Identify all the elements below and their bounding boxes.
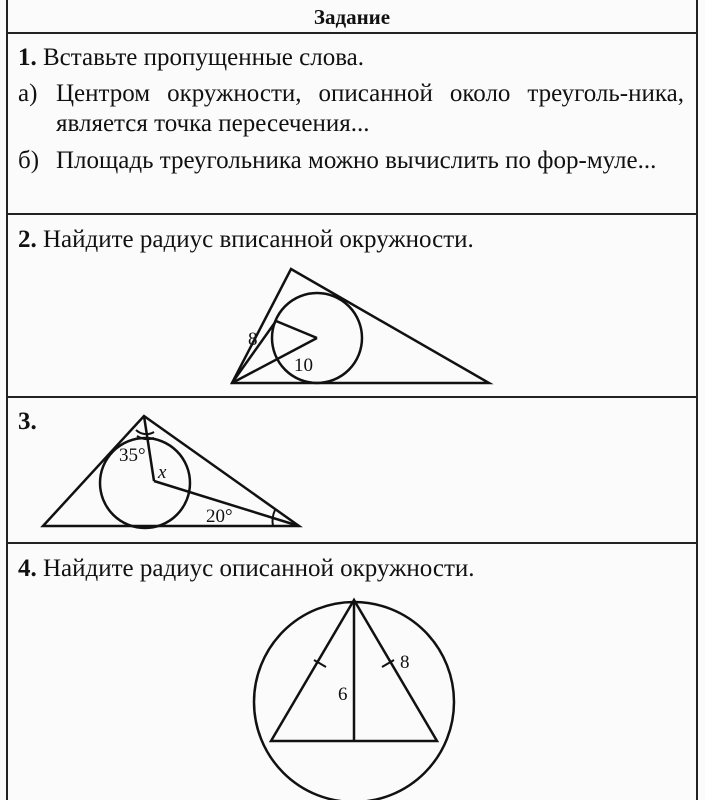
incircle-triangle-diagram xyxy=(218,263,498,388)
item-b-text: Площадь треугольника можно вычислить по фор-муле... xyxy=(56,147,657,174)
task-4 xyxy=(8,544,696,800)
task-1-text: Вставьте пропущенные слова. xyxy=(43,44,365,71)
radius-segment xyxy=(276,321,317,338)
task-4-text: Найдите радиус описанной окружности. xyxy=(43,555,475,582)
header-title: Задание xyxy=(313,5,391,29)
label-8: 8 xyxy=(248,329,258,350)
task-2-number: 2. xyxy=(18,226,37,253)
task-1-question xyxy=(18,43,364,73)
task-3 xyxy=(8,398,696,544)
task-3-question xyxy=(18,407,37,437)
label-10: 10 xyxy=(294,355,313,376)
label-20-degrees: 20° xyxy=(206,506,233,527)
task-2-text: Найдите радиус вписанной окружности. xyxy=(43,226,474,253)
table-header xyxy=(8,0,696,34)
task-4-number: 4. xyxy=(18,555,37,582)
task-3-number: 3. xyxy=(18,408,37,435)
angle-triangle-diagram xyxy=(38,408,318,533)
item-b-mark: б) xyxy=(18,147,40,174)
task-1 xyxy=(8,34,696,215)
label-6: 6 xyxy=(338,684,348,705)
label-8: 8 xyxy=(400,652,410,673)
item-a-mark: а) xyxy=(18,80,38,107)
triangle xyxy=(43,416,299,526)
task-4-figure xyxy=(250,596,460,800)
task-4-question xyxy=(18,554,475,584)
circumcircle-triangle-diagram xyxy=(250,596,460,800)
label-35-degrees: 35° xyxy=(119,445,146,466)
task-1-item-b xyxy=(18,146,684,176)
label-x: x xyxy=(158,462,167,483)
task-1-number: 1. xyxy=(18,44,37,71)
task-2-question xyxy=(18,225,474,255)
task-3-figure xyxy=(38,408,318,533)
item-a-text: Центром окружности, описанной около треуголь-ника, является точка пересечения... xyxy=(56,80,684,137)
task-2-figure xyxy=(218,263,498,388)
task-table xyxy=(6,0,698,800)
task-1-item-a xyxy=(18,79,684,139)
task-2 xyxy=(8,215,696,398)
